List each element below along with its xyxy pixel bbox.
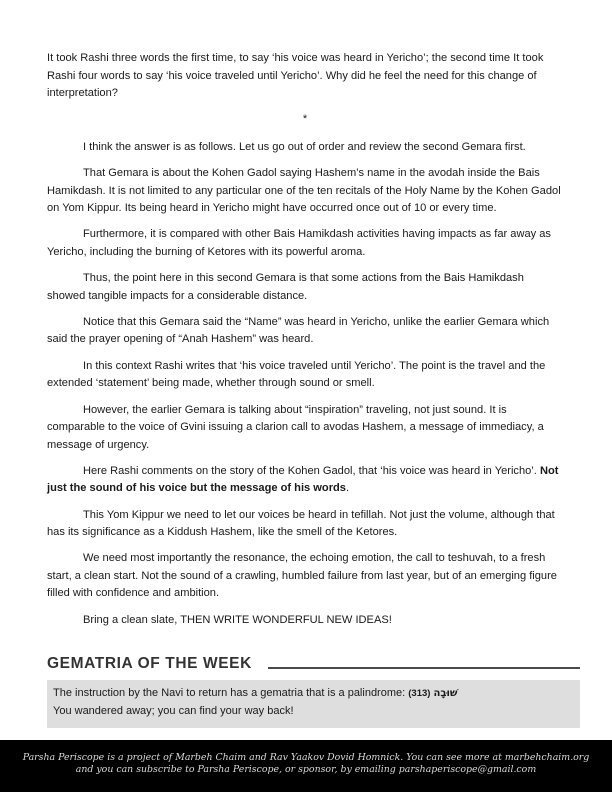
- paragraph-4: Thus, the point here in this second Gemara is that some actions from the Bais Hamikdash showed tangible impacts for a considerable distance.: [47, 272, 524, 302]
- section-separator: *: [302, 113, 308, 126]
- paragraph-8-text: Here Rashi comments on the story of the Kohen Gadol, that ‘his voice was heard in Yericho’.: [83, 464, 537, 477]
- gematria-title: GEMATRIA OF THE WEEK: [47, 655, 252, 672]
- gematria-line-1: [53, 685, 574, 703]
- footer-banner: [0, 740, 612, 792]
- gematria-number: (313): [408, 688, 431, 699]
- paragraph-3: Furthermore, it is compared with other Bais Hamikdash activities having impacts as far away as Yericho, including the burning of Ketores with its powerful aroma.: [47, 228, 551, 258]
- gematria-line-1-text: The instruction by the Navi to return has a gematria that is a palindrome:: [53, 687, 406, 699]
- footer-line-1: Parsha Periscope is a project of Marbeh Chaim and Rav Yaakov Dovid Homnick. You can see more at marbehchaim.org: [22, 752, 590, 763]
- paragraph-8-end: .: [345, 482, 350, 495]
- paragraph-5: Notice that this Gemara said the “Name” was heard in Yericho, unlike the earlier Gemara which said the prayer opening of “Anah Hashem” was heard.: [47, 315, 550, 346]
- paragraph-8: [47, 463, 563, 498]
- paragraph-9: This Yom Kippur we need to let our voices be heard in tefillah. Not just the volume, although that has its significance as a Kiddush Hashem, like the smell of the Ketores.: [47, 508, 555, 539]
- gematria-hebrew-word: שׁוּבָה: [433, 688, 458, 699]
- footer-line-2: and you can subscribe to Parsha Periscope, or sponsor, by emailing parshaperiscope@gmail.com: [75, 763, 537, 775]
- gematria-header: [47, 655, 580, 677]
- paragraph-11: Bring a clean slate, THEN WRITE WONDERFUL NEW IDEAS!: [83, 613, 392, 626]
- gematria-divider: [268, 667, 580, 669]
- paragraph-2: That Gemara is about the Kohen Gadol saying Hashem’s name in the avodah inside the Bais Hamikdash. It is not limited to any particular one of the ten recitals of the Holy Name by the Kohen Gadol on Yom Kippur. Its being heard in Yericho might have occurred once out of 10 or every time.: [47, 167, 561, 215]
- paragraph-7: However, the earlier Gemara is talking about “inspiration” traveling, not just sound. It is comparable to the voice of Gvini issuing a clarion call to avodas Hashem, a message of immediacy, a message of urgency.: [47, 403, 544, 451]
- gematria-line-2: You wandered away; you can find your way back!: [53, 704, 294, 717]
- paragraph-8-emphasis: Not just the sound of his voice but the message of his words: [47, 464, 559, 495]
- paragraph-6: In this context Rashi writes that ‘his voice traveled until Yericho’. The point is the travel and the extended ‘statement’ being made, whether through sound or smell.: [47, 359, 546, 390]
- article-body: [47, 50, 563, 638]
- paragraph-1: I think the answer is as follows. Let us go out of order and review the second Gemara first.: [83, 140, 526, 153]
- gematria-box: [47, 680, 580, 728]
- paragraph-10: We need most importantly the resonance, the echoing emotion, the call to teshuvah, to a fresh start, a clean start. Not the sound of a crawling, humbled failure from last year, but of an emerging figure filled with confidence and ambition.: [47, 552, 557, 600]
- intro-paragraph: It took Rashi three words the first time, to say ‘his voice was heard in Yericho’; the second time It took Rashi four words to say ‘his voice traveled until Yericho’. Why did he feel the need for this change of interpretation?: [47, 52, 544, 99]
